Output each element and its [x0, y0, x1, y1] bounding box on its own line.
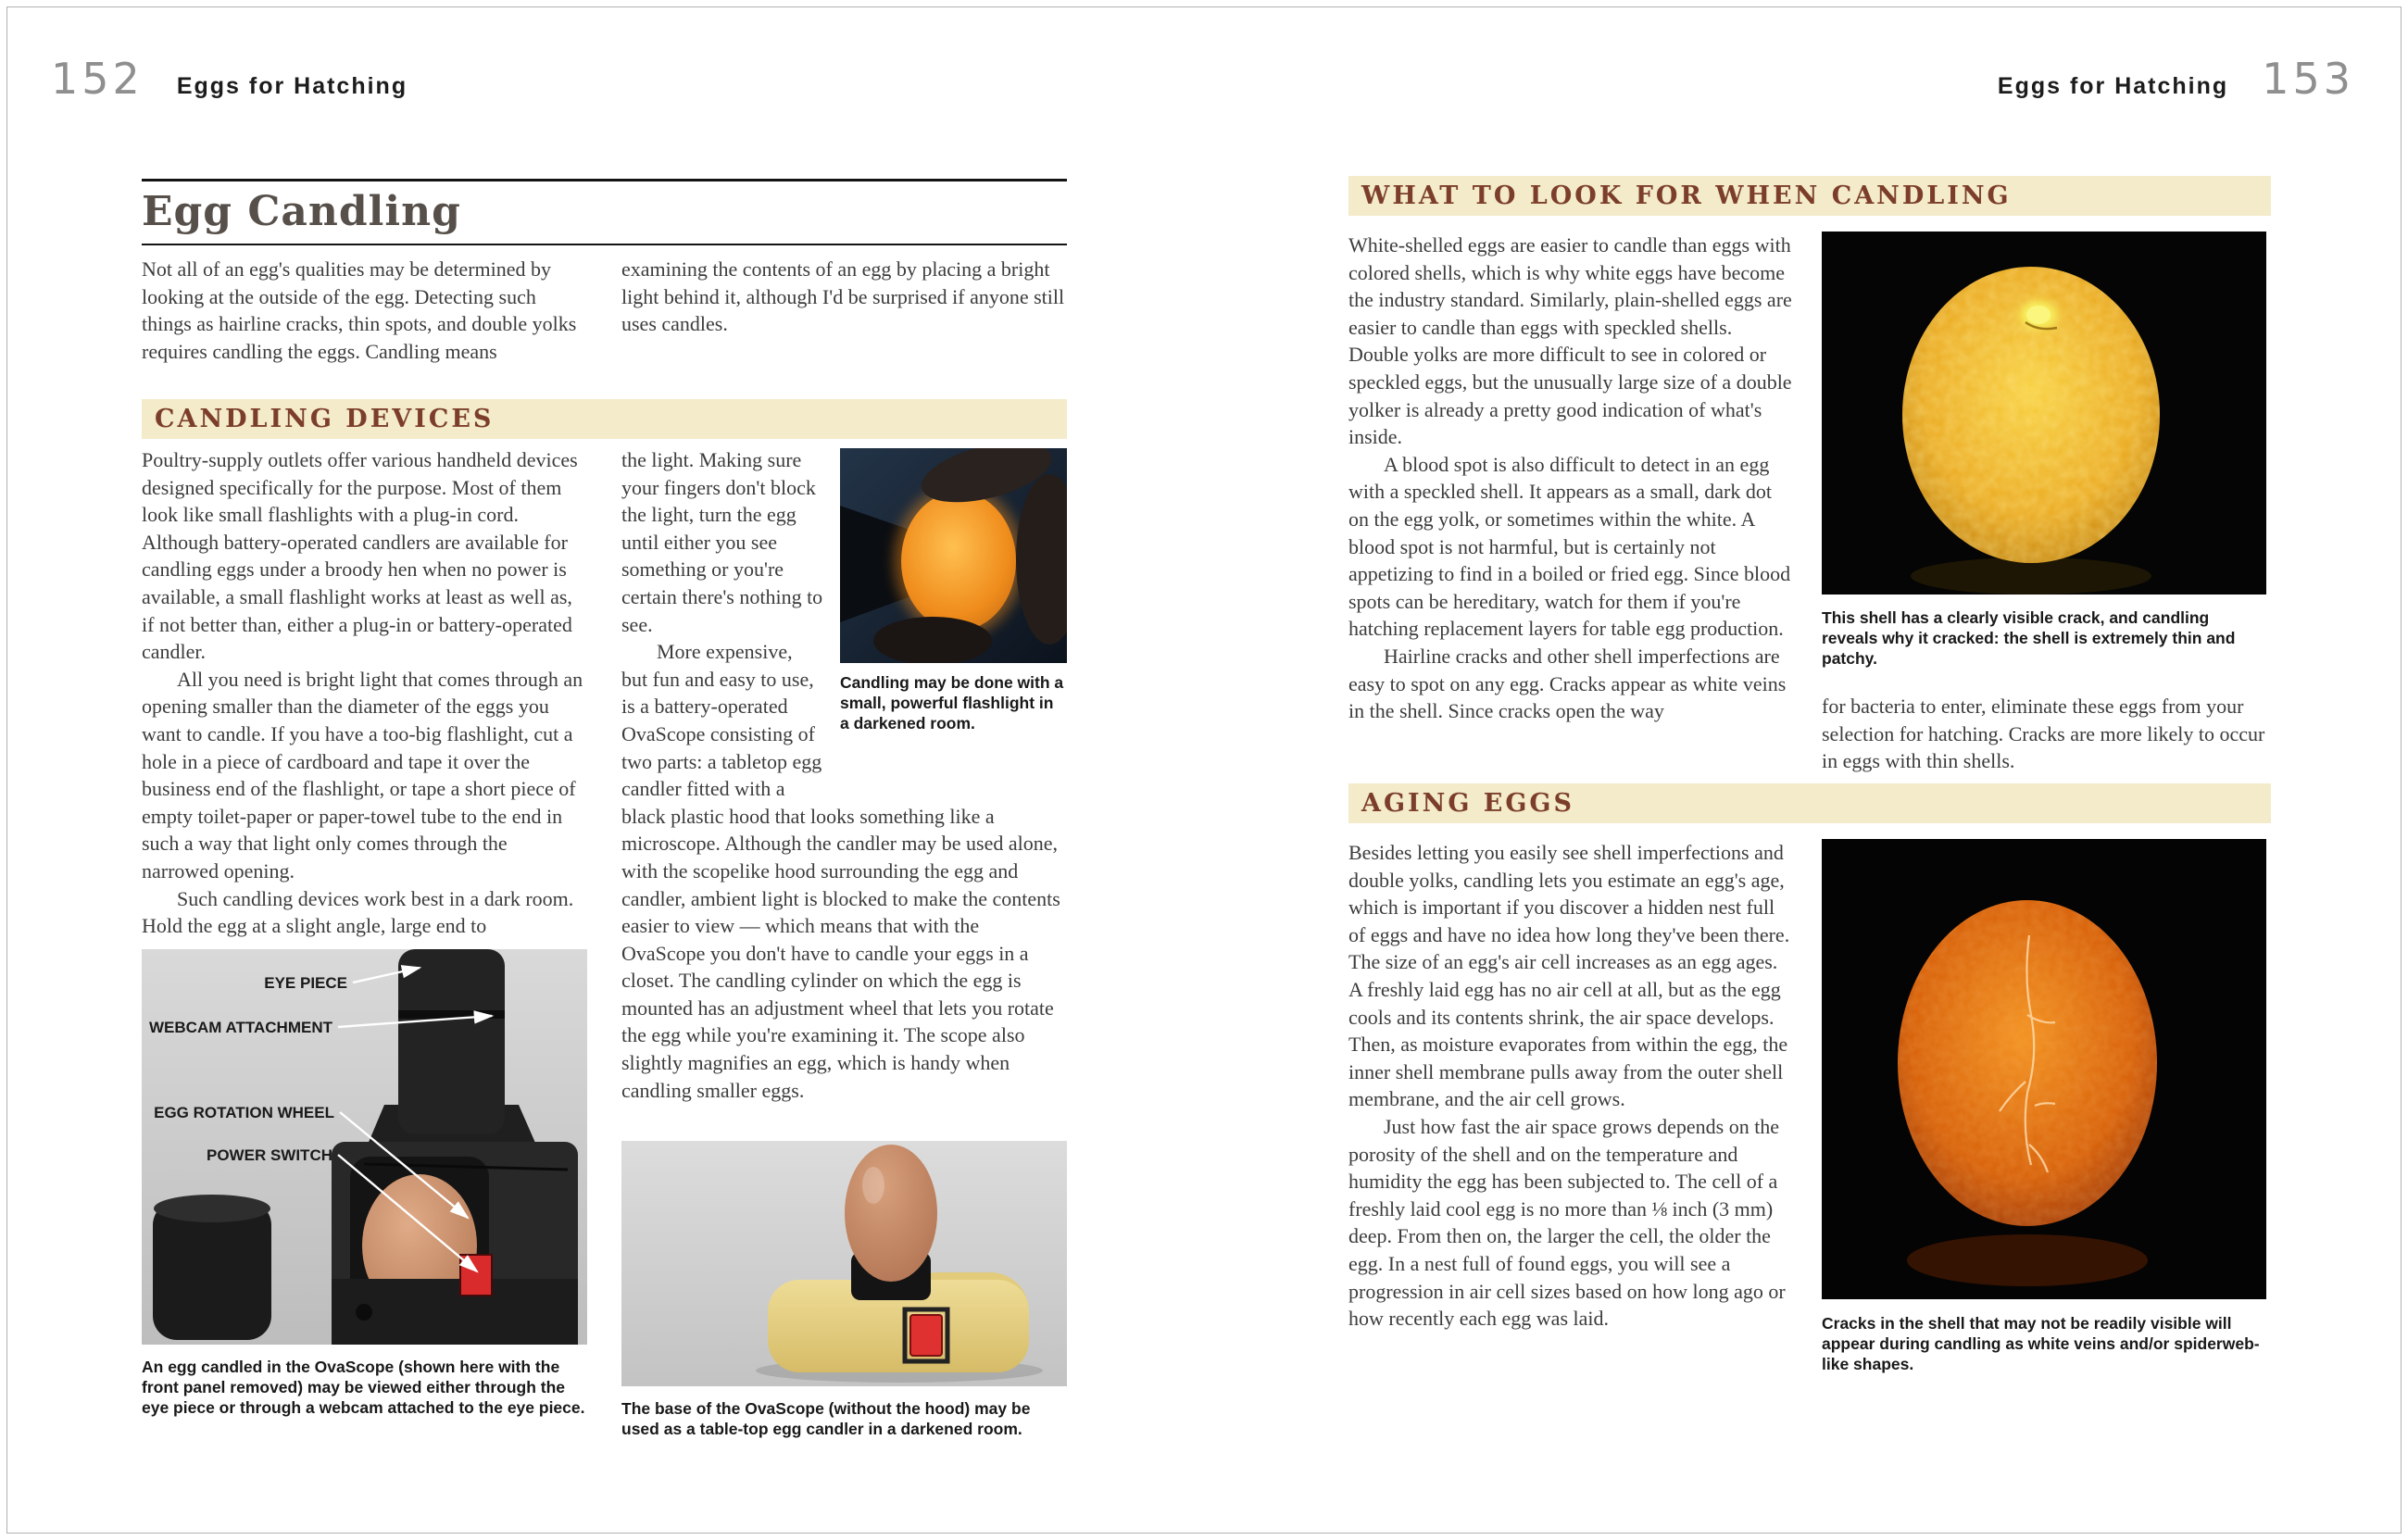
aging-column-1 — [1348, 839, 1792, 1374]
running-head-label-left: Eggs for Hatching — [176, 73, 408, 99]
caption-aging-egg: Cracks in the shell that may not be readily visible will appear during candling as white veins and/or spiderweb-like shapes. — [1822, 1314, 2260, 1373]
intro-columns — [142, 256, 1067, 365]
running-head-label-right: Eggs for Hatching — [1997, 73, 2229, 99]
body-paragraph: for bacteria to enter, eliminate these eggs from your selection for hatching. Cracks are more likely to occur in eggs with thin shells. — [1822, 695, 2265, 773]
body-paragraph: Poultry-supply outlets offer various handheld devices designed specifically for the purpose. Most of them look like small flashlights with a plug-in cord. Although battery-operated candlers are available for candling eggs under a broody hen when no power is available, a small flashlight works at least as well as, if not better than, either a plug-in or battery-operated candler. — [142, 448, 578, 664]
running-head-left — [51, 54, 408, 104]
body-paragraph: Such candling devices work best in a dark room. Hold the egg at a slight angle, large end to — [142, 886, 574, 938]
body-paragraph: Besides letting you easily see shell imperfections and double yolks, candling lets you estimate an egg's age, which is important if you discover a hidden nest full of eggs and have no idea how long they've been there. The size of an egg's air cell increases as an egg ages. A freshly laid egg has no air cell at all, but as the egg cools and its contents shrink, the air space develops. Then, as moisture evaporates from within the egg, the inner shell membrane pulls away from the outer shell membrane, and the air cell grows. — [1348, 841, 1790, 1111]
body-paragraph: More expensive, but fun and easy to use, is a battery-operated OvaScope consisting of two parts: a tabletop egg candler fitted with a black plastic hood that looks something like a microscope. Although the candler may be used alone, with the scopelike hood surrounding the egg and candler, ambient light is blocked to make the contents easier to view — which means that with the OvaScope you don't have to candle your eggs in a closet. The candling cylinder on which the egg is mounted has an adjustment wheel that lets you rotate the egg while you're examining it. The scope also slightly magnifies an egg, which is handy when candling smaller eggs. — [621, 640, 1060, 1102]
intro-paragraph: examining the contents of an egg by placing a bright light behind it, although I'd be surprised if anyone still uses candles. — [621, 257, 1065, 336]
body-paragraph: A blood spot is also difficult to detect in an egg with a speckled shell. It appears as a small, dark dot on the egg yolk, or sometimes within the white. A blood spot is not harmful, but is certainly not appetizing to find in a boiled or fried egg. Since blood spots can be hereditary, watch for them if you're hatching replacement layers for table egg production. — [1348, 452, 1791, 641]
page-title: Egg Candling — [142, 188, 461, 235]
intro-column-1 — [142, 256, 587, 365]
label-eye-piece: EYE PIECE — [264, 973, 347, 992]
chapter-title-block — [142, 179, 1067, 245]
photo-aging-egg-candled — [1822, 839, 2265, 1374]
aging-column-2 — [1822, 839, 2265, 1374]
section-banner-aging-eggs — [1348, 783, 2271, 823]
body-paragraph: Just how fast the air space grows depends on the porosity of the shell and on the temperature and humidity the egg has been subjected to. The cell of a freshly laid cool egg is no more than ⅛ inch (3 mm) deep. From then on, the larger the cell, the older the egg. In a nest full of found eggs, you will see a progression in air cell sizes based on how long ago or how recently each egg was laid. — [1348, 1114, 1786, 1331]
label-webcam-attachment: WEBCAM ATTACHMENT — [149, 1018, 332, 1036]
aging-egg-illustration — [1822, 839, 2266, 1299]
section-banner-candling-devices — [142, 399, 1067, 439]
ovascope-base-illustration — [621, 1141, 1067, 1386]
body-paragraph: Hairline cracks and other shell imperfections are easy to spot on any egg. Cracks appear as white veins in the shell. Since cracks open the way — [1348, 644, 1787, 723]
photo-ovascope-labeled — [142, 949, 587, 1418]
devices-column-1 — [142, 446, 587, 1439]
section-banner-what-to-look-for — [1348, 176, 2271, 216]
look-for-column-1 — [1348, 232, 1792, 775]
running-head-right — [1998, 54, 2354, 104]
label-egg-rotation-wheel: EGG ROTATION WHEEL — [154, 1103, 334, 1121]
ovascope-photo-illustration — [142, 949, 587, 1345]
label-power-switch: POWER SWITCH — [207, 1146, 332, 1164]
page-number-right: 153 — [2262, 54, 2354, 104]
aging-eggs-columns — [1348, 839, 2271, 1374]
candling-devices-columns — [142, 446, 1067, 1439]
devices-column-2 — [621, 446, 1067, 1439]
intro-column-2 — [621, 256, 1067, 365]
look-for-column-2 — [1822, 232, 2265, 775]
intro-paragraph: Not all of an egg's qualities may be determined by looking at the outside of the egg. Detecting such things as hairline cracks, thin spots, and double yolks requires candling the eggs. Candling means — [142, 257, 577, 363]
section-heading: CANDLING DEVICES — [155, 405, 495, 433]
photo-cracked-egg-candled — [1822, 232, 2265, 669]
cracked-egg-illustration — [1822, 232, 2266, 595]
caption-ovascope: An egg candled in the OvaScope (shown here with the front panel removed) may be viewed either through the eye piece or through a webcam attached to the eye piece. — [142, 1357, 585, 1417]
body-paragraph: White-shelled eggs are easier to candle than eggs with colored shells, which is why white eggs have become the industry standard. Similarly, plain-shelled eggs are easier to candle than eggs with speckled shells. Double yolks are more difficult to see in colored or speckled eggs, but the unusually large size of a double yolker is already a pretty good indication of what's inside. — [1348, 233, 1792, 449]
caption-ovascope-base: The base of the OvaScope (without the hood) may be used as a table-top egg candler in a darkened room. — [621, 1399, 1031, 1439]
body-paragraph: All you need is bright light that comes through an opening smaller than the diameter of the eggs you want to candle. If you have a too-big flashlight, cut a hole in a piece of cardboard and tape it over the business end of the flashlight, or tape a short piece of empty toilet-paper or paper-towel tube to the end in such a way that light only comes through the narrowed opening. — [142, 667, 583, 883]
body-paragraph: the light. Making sure your fingers don't block the light, turn the egg until either you see something or you're certain there's nothing to see. — [621, 448, 823, 636]
page-number-left: 152 — [51, 54, 144, 104]
flashlight-candling-illustration — [840, 448, 1067, 663]
caption-cracked-shell: This shell has a clearly visible crack, and candling reveals why it cracked: the shell is extremely thin and patchy. — [1822, 608, 2236, 668]
caption-flashlight: Candling may be done with a small, powerful flashlight in a darkened room. — [840, 673, 1064, 732]
what-to-look-for-columns — [1348, 232, 2271, 775]
section-heading: AGING EGGS — [1361, 789, 1574, 818]
photo-ovascope-base — [621, 1141, 1067, 1439]
section-heading: WHAT TO LOOK FOR WHEN CANDLING — [1361, 182, 2012, 210]
photo-flashlight-candling — [840, 448, 1067, 733]
